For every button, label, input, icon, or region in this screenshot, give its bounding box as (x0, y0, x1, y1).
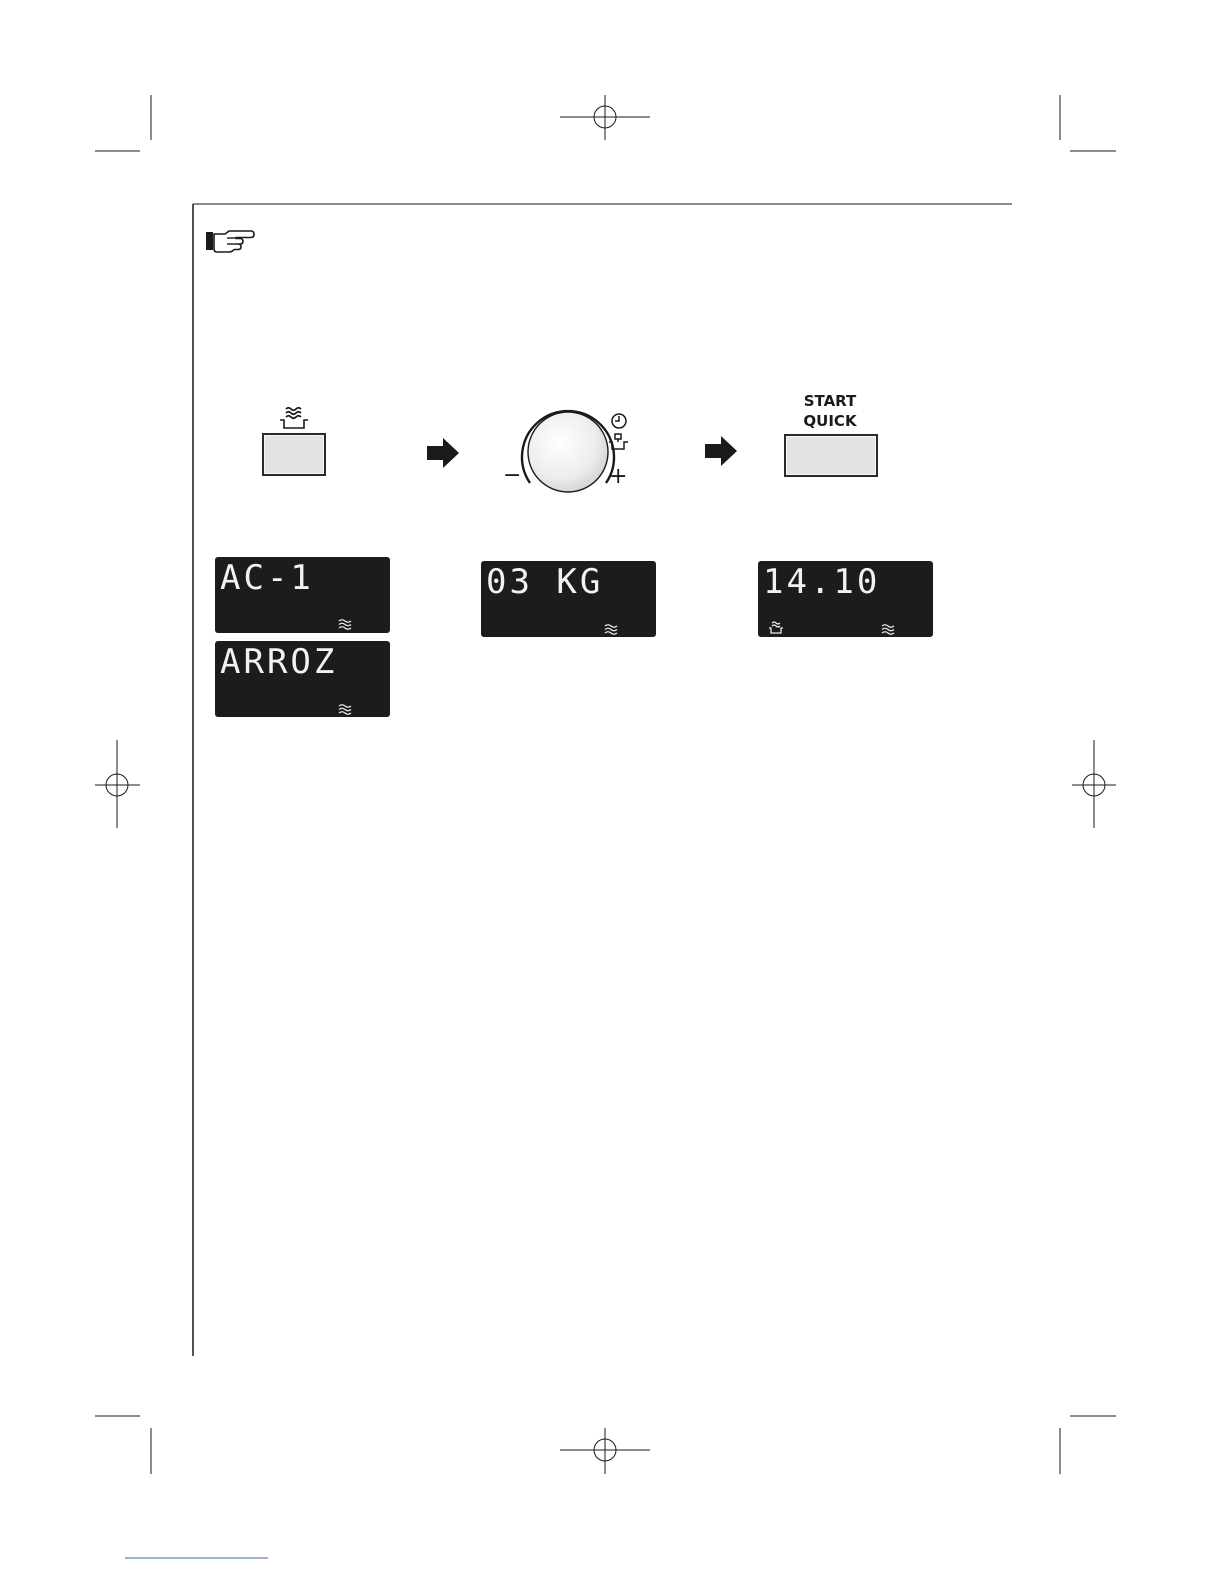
dish-icon (768, 621, 784, 635)
right-arrow-icon (426, 437, 460, 469)
steam-icon (604, 623, 618, 635)
quick-label: QUICK (803, 412, 857, 430)
lcd-display-weight (481, 561, 656, 637)
right-arrow-icon (704, 435, 738, 467)
start-label: START (803, 392, 857, 410)
weight-icon (607, 432, 631, 452)
dial-plus-label: + (609, 464, 628, 489)
lcd-text: ARROZ (220, 642, 338, 682)
lcd-text: 03 KG (486, 562, 604, 602)
dial-minus-label: − (503, 463, 522, 488)
steam-icon (338, 703, 352, 715)
steam-icon (881, 623, 895, 635)
lcd-display-time (758, 561, 933, 637)
lcd-text: 14.10 (763, 562, 881, 602)
lcd-text: AC-1 (220, 558, 314, 598)
pointing-hand-icon (205, 228, 255, 254)
steam-dish-icon (278, 405, 310, 431)
clock-icon (609, 411, 629, 431)
steam-icon (338, 618, 352, 630)
steam-programme-button[interactable] (262, 433, 326, 476)
lcd-display-food (215, 641, 390, 717)
lcd-display-programme (215, 557, 390, 633)
start-quick-button[interactable] (784, 434, 878, 477)
